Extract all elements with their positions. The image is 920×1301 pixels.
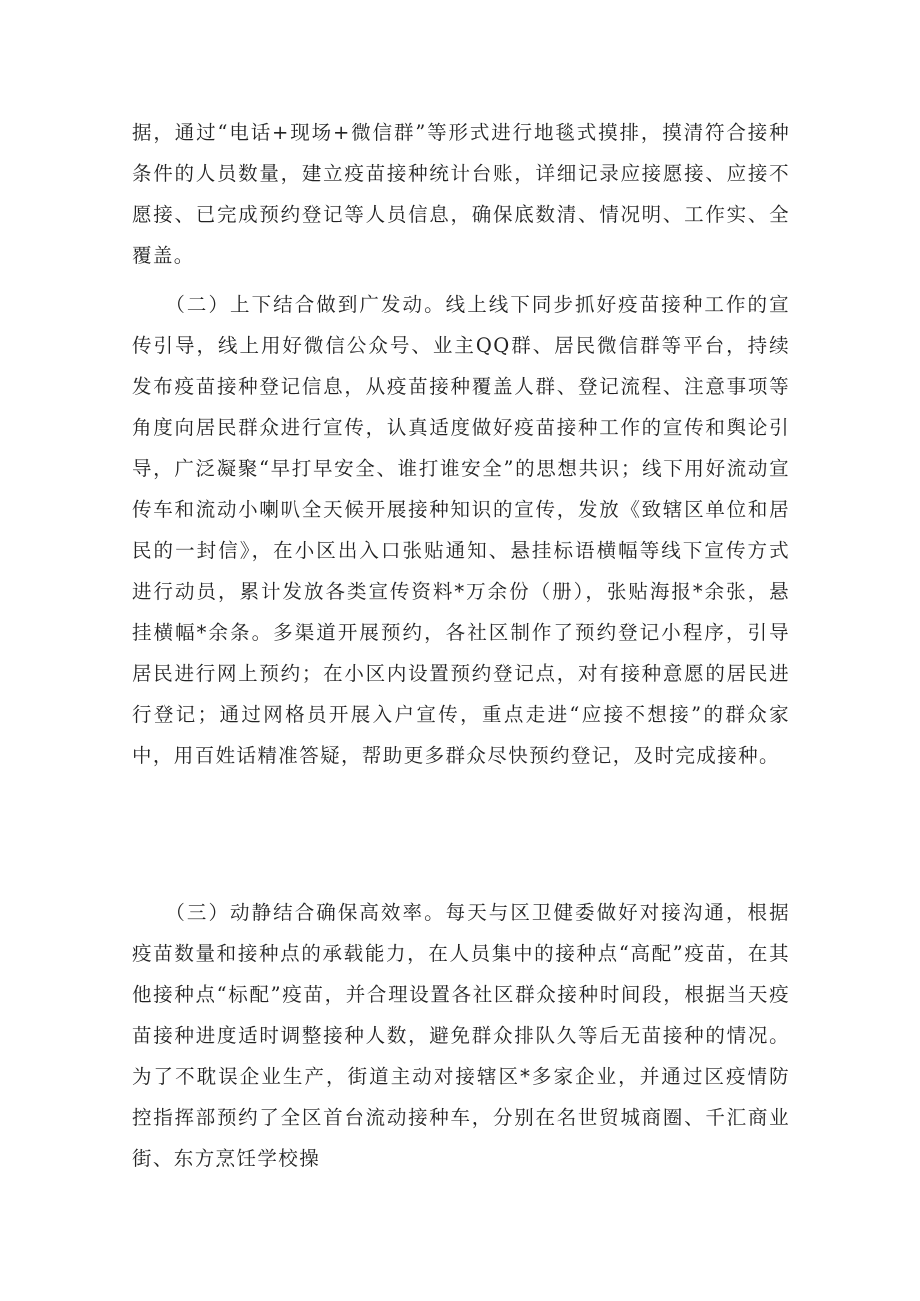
paragraph-section-3: （三）动静结合确保高效率。每天与区卫健委做好对接沟通，根据疫苗数量和接种点的承载能力，在人员集中的接种点“高配”疫苗，在其他接种点“标配”疫苗，并合理设置各社区群众接种时间段，根据当天疫苗接种进度适时调整接种人数，避免群众排队久等后无苗接种的情况。为了不耽误企业生产，街道主动对接辖区*多家企业，并通过区疫情防控指挥部预约了全区首台流动接种车，分别在名世贸城商圈、千汇商业街、东方烹饪学校操 <box>132 901 790 1170</box>
paragraph-continuation: 据，通过“电话+现场+微信群”等形式进行地毯式摸排，摸清符合接种条件的人员数量，建立疫苗接种统计台账，详细记录应接愿接、应接不愿接、已完成预约登记等人员信息，确保底数清、情况明、工作实、全覆盖。 <box>132 121 790 267</box>
paragraph-section-2: （二）上下结合做到广发动。线上线下同步抓好疫苗接种工作的宣传引导，线上用好微信公众号、业主QQ群、居民微信群等平台，持续发布疫苗接种登记信息，从疫苗接种覆盖人群、登记流程、注意事项等角度向居民群众进行宣传，认真适度做好疫苗接种工作的宣传和舆论引导，广泛凝聚“早打早安全、谁打谁安全”的思想共识；线下用好流动宣传车和流动小喇叭全天候开展接种知识的宣传，发放《致辖区单位和居民的一封信》，在小区出入口张贴通知、悬挂标语横幅等线下宣传方式进行动员，累计发放各类宣传资料*万余份（册），张贴海报*余张，悬挂横幅*余条。多渠道开展预约，各社区制作了预约登记小程序，引导居民进行网上预约；在小区内设置预约登记点，对有接种意愿的居民进行登记；通过网格员开展入户宣传，重点走进“应接不想接”的群众家中，用百姓话精准答疑，帮助更多群众尽快预约登记，及时完成接种。 <box>132 293 790 767</box>
